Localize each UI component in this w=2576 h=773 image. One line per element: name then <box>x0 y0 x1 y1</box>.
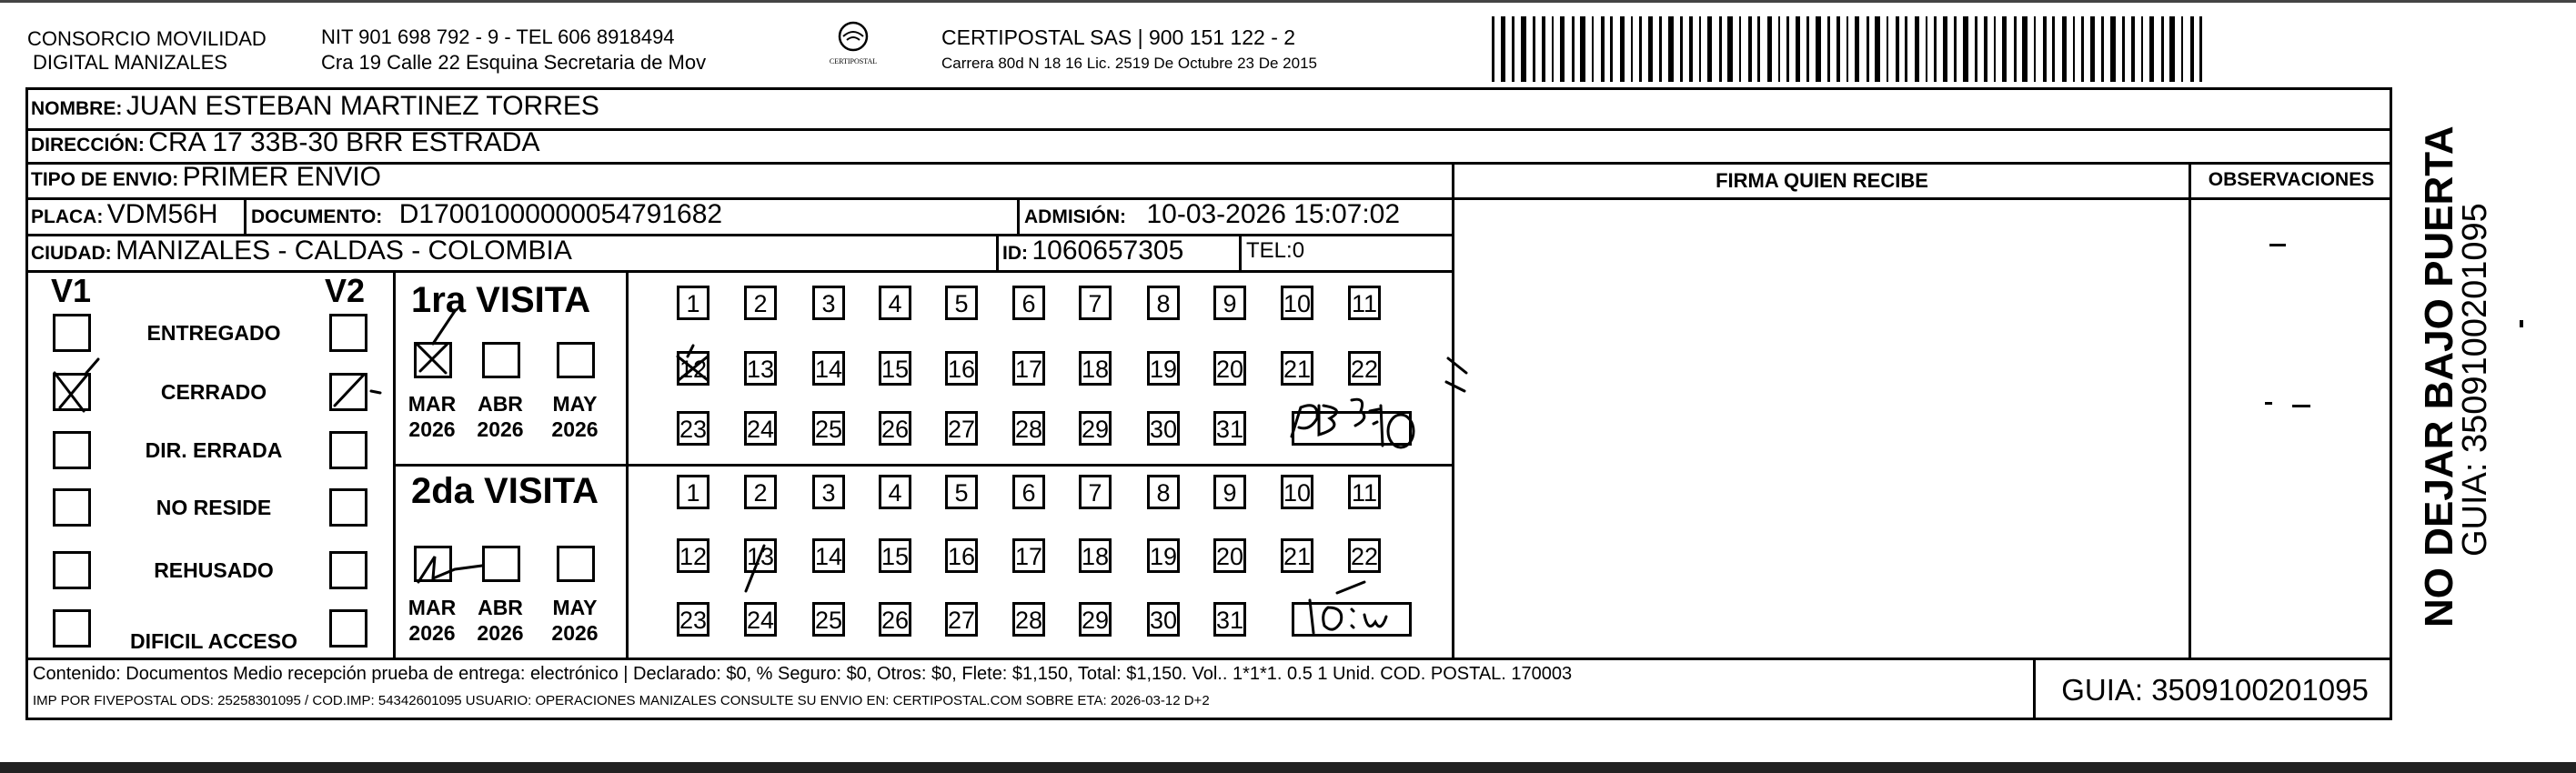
second-visit-day-24[interactable]: 24 <box>744 602 777 637</box>
footer-imp: IMP POR FIVEPOSTAL ODS: 25258301095 / COD.IMP: 54342601095 USUARIO: OPERACIONES MANIZALES CONSULTE SU ENVIO EN: CERTIPOSTAL.COM SOBRE ETA: 2026-03-12 D+2 <box>33 693 1210 708</box>
first-visit-day-21[interactable]: 21 <box>1281 351 1313 386</box>
first-visit-day-5[interactable]: 5 <box>945 286 978 320</box>
tel-label: TEL: <box>1246 238 1293 263</box>
second-visit-day-11[interactable]: 11 <box>1348 475 1381 509</box>
first-visit-day-22[interactable]: 22 <box>1348 351 1381 386</box>
check-v2-cerrado <box>335 375 364 406</box>
day12-cross <box>678 346 708 380</box>
status-option-label: NO RESIDE <box>156 496 272 519</box>
v1-label: V1 <box>51 272 92 309</box>
second-visit-day-27[interactable]: 27 <box>945 602 978 637</box>
admision-value: 10-03-2026 15:07:02 <box>1146 199 1401 229</box>
second-visit-day-4[interactable]: 4 <box>879 475 911 509</box>
second-visit-day-17[interactable]: 17 <box>1012 538 1045 573</box>
second-visit-day-3[interactable]: 3 <box>812 475 845 509</box>
ciudad-label: CIUDAD: <box>31 243 112 264</box>
month-name: MAY <box>552 392 598 416</box>
side-mark <box>2520 320 2523 327</box>
first-visit-day-13[interactable]: 13 <box>744 351 777 386</box>
hw-dash <box>1337 582 1364 593</box>
first-visit-day-26[interactable]: 26 <box>879 411 911 446</box>
nombre-value: JUAN ESTEBAN MARTINEZ TORRES <box>126 91 599 121</box>
first-visit-day-25[interactable]: 25 <box>812 411 845 446</box>
month-name: MAR <box>408 596 457 619</box>
second-visit-day-26[interactable]: 26 <box>879 602 911 637</box>
first-visit-day-15[interactable]: 15 <box>879 351 911 386</box>
footer-guia: GUIA: 3509100201095 <box>2061 673 2369 707</box>
second-visit-day-13[interactable]: 13 <box>744 538 777 573</box>
status-option-label: CERRADO <box>160 380 267 404</box>
first-visit-day-28[interactable]: 28 <box>1012 411 1045 446</box>
hw-w <box>1364 615 1386 627</box>
address-text: Cra 19 Calle 22 Esquina Secretaria de Mov <box>321 51 707 74</box>
check-v1-cerrado-3 <box>86 359 98 373</box>
second-visit-day-23[interactable]: 23 <box>677 602 709 637</box>
documento-label: DOCUMENTO: <box>251 206 383 227</box>
check-mar-2 <box>418 557 482 582</box>
month-year: 2026 <box>408 621 456 645</box>
month-name: MAR <box>408 392 457 416</box>
admision-label: ADMISIÓN: <box>1024 206 1126 227</box>
direccion-value: CRA 17 33B-30 BRR ESTRADA <box>148 127 540 157</box>
first-visit-day-3[interactable]: 3 <box>812 286 845 320</box>
second-visit-day-29[interactable]: 29 <box>1079 602 1112 637</box>
tipo-label: TIPO DE ENVIO: <box>31 169 179 190</box>
status-option-label: REHUSADO <box>154 558 274 582</box>
second-visit-day-19[interactable]: 19 <box>1147 538 1180 573</box>
v2-label: V2 <box>325 272 366 309</box>
second-visit-day-5[interactable]: 5 <box>945 475 978 509</box>
check-mar-1 <box>417 311 455 373</box>
second-visit-title: 2da VISITA <box>411 471 599 511</box>
company-line2: DIGITAL MANIZALES <box>33 51 227 74</box>
courier-name: CERTIPOSTAL SAS | 900 151 122 - 2 <box>941 25 1296 49</box>
second-visit-day-10[interactable]: 10 <box>1281 475 1313 509</box>
second-visit-day-8[interactable]: 8 <box>1147 475 1180 509</box>
nit-text: NIT 901 698 792 - 9 - TEL 606 8918494 <box>321 25 675 48</box>
first-visit-day-20[interactable]: 20 <box>1213 351 1246 386</box>
second-visit-day-31[interactable]: 31 <box>1213 602 1246 637</box>
first-visit-day-24[interactable]: 24 <box>744 411 777 446</box>
second-visit-day-7[interactable]: 7 <box>1079 475 1112 509</box>
side-warning: NO DEJAR BAJO PUERTA <box>2417 125 2461 627</box>
first-visit-day-8[interactable]: 8 <box>1147 286 1180 320</box>
month-year: 2026 <box>551 621 599 645</box>
footer-line <box>25 658 2392 660</box>
day13-slash <box>746 546 764 591</box>
first-visit-day-12[interactable]: 12 <box>677 351 709 386</box>
first-visit-title: 1ra VISITA <box>411 280 591 320</box>
second-visit-day-16[interactable]: 16 <box>945 538 978 573</box>
direccion-label: DIRECCIÓN: <box>31 135 145 156</box>
second-visit-day-14[interactable]: 14 <box>812 538 845 573</box>
hw-10 <box>1310 600 1342 633</box>
first-visit-day-23[interactable]: 23 <box>677 411 709 446</box>
second-visit-day-18[interactable]: 18 <box>1079 538 1112 573</box>
footer-divider <box>2033 658 2036 720</box>
tel-value: 0 <box>1292 238 1305 263</box>
first-visit-day-10[interactable]: 10 <box>1281 286 1313 320</box>
placa-label: PLACA: <box>31 206 104 227</box>
first-visit-day-9[interactable]: 9 <box>1213 286 1246 320</box>
nombre-label: NOMBRE: <box>31 98 123 119</box>
first-visit-day-7[interactable]: 7 <box>1079 286 1112 320</box>
first-visit-day-27[interactable]: 27 <box>945 411 978 446</box>
second-visit-day-25[interactable]: 25 <box>812 602 845 637</box>
month-year: 2026 <box>551 417 599 441</box>
month-name: ABR <box>478 392 523 416</box>
second-visit-day-22[interactable]: 22 <box>1348 538 1381 573</box>
second-visit-day-21[interactable]: 21 <box>1281 538 1313 573</box>
certipostal-logo: CERTIPOSTAL <box>826 20 880 75</box>
month-year: 2026 <box>477 621 524 645</box>
hw-b <box>1319 406 1337 435</box>
first-visit-day-2[interactable]: 2 <box>744 286 777 320</box>
first-visit-day-4[interactable]: 4 <box>879 286 911 320</box>
edge-mark <box>1446 358 1466 391</box>
hw-3 <box>1352 399 1364 426</box>
first-visit-day-11[interactable]: 11 <box>1348 286 1381 320</box>
first-visit-day-17[interactable]: 17 <box>1012 351 1045 386</box>
tipo-value: PRIMER ENVIO <box>182 162 382 192</box>
first-visit-day-30[interactable]: 30 <box>1147 411 1180 446</box>
second-visit-day-6[interactable]: 6 <box>1012 475 1045 509</box>
month-name: ABR <box>478 596 523 619</box>
first-visit-day-16[interactable]: 16 <box>945 351 978 386</box>
second-visit-day-28[interactable]: 28 <box>1012 602 1045 637</box>
observaciones-header: OBSERVACIONES <box>2208 169 2375 190</box>
id-value: 1060657305 <box>1031 236 1184 266</box>
month-name: MAY <box>552 596 598 619</box>
check-v1-cerrado-2 <box>60 375 87 407</box>
second-visit-day-12[interactable]: 12 <box>677 538 709 573</box>
second-visit-day-15[interactable]: 15 <box>879 538 911 573</box>
company-line1: CONSORCIO MOVILIDAD <box>27 27 267 50</box>
status-option-label: DIR. ERRADA <box>145 438 283 462</box>
second-visit-day-20[interactable]: 20 <box>1213 538 1246 573</box>
footer-contenido: Contenido: Documentos Medio recepción prueba de entrega: electrónico | Declarado: $0, % Seguro: $0, Otros: $0, Flete: $1,150, Total: $1,150. Vol.. 1*1*1. 0.5 1 Unid. COD. POSTAL. 170003 <box>33 664 1573 684</box>
second-visit-day-30[interactable]: 30 <box>1147 602 1180 637</box>
second-visit-day-9[interactable]: 9 <box>1213 475 1246 509</box>
first-visit-day-1[interactable]: 1 <box>677 286 709 320</box>
first-visit-day-19[interactable]: 19 <box>1147 351 1180 386</box>
hw-p <box>1292 406 1317 437</box>
id-label: ID: <box>1002 243 1028 264</box>
check-v1-cerrado <box>55 373 84 411</box>
month-year: 2026 <box>477 417 524 441</box>
hw-0 <box>1388 415 1414 447</box>
hw-colon-2 <box>1352 609 1353 627</box>
courier-address: Carrera 80d N 18 16 Lic. 2519 De Octubre 23 De 2015 <box>941 55 1317 72</box>
first-visit-day-18[interactable]: 18 <box>1079 351 1112 386</box>
first-visit-day-14[interactable]: 14 <box>812 351 845 386</box>
documento-value: D17001000000054791682 <box>398 199 723 229</box>
side-guia: GUIA: 3509100201095 <box>2456 203 2494 557</box>
first-visit-day-31[interactable]: 31 <box>1213 411 1246 446</box>
month-year: 2026 <box>408 417 456 441</box>
second-visit-day-1[interactable]: 1 <box>677 475 709 509</box>
hw-colon <box>1370 409 1379 424</box>
status-option-label: DIFICIL ACCESO <box>129 629 297 653</box>
hw-1 <box>1381 406 1383 446</box>
v2-mark <box>371 391 380 393</box>
second-visit-day-2[interactable]: 2 <box>744 475 777 509</box>
first-visit-day-6[interactable]: 6 <box>1012 286 1045 320</box>
status-option-label: ENTREGADO <box>146 321 281 345</box>
first-visit-day-29[interactable]: 29 <box>1079 411 1112 446</box>
firma-header: FIRMA QUIEN RECIBE <box>1716 169 1928 192</box>
ciudad-value: MANIZALES - CALDAS - COLOMBIA <box>116 236 572 266</box>
placa-value: VDM56H <box>106 199 218 229</box>
